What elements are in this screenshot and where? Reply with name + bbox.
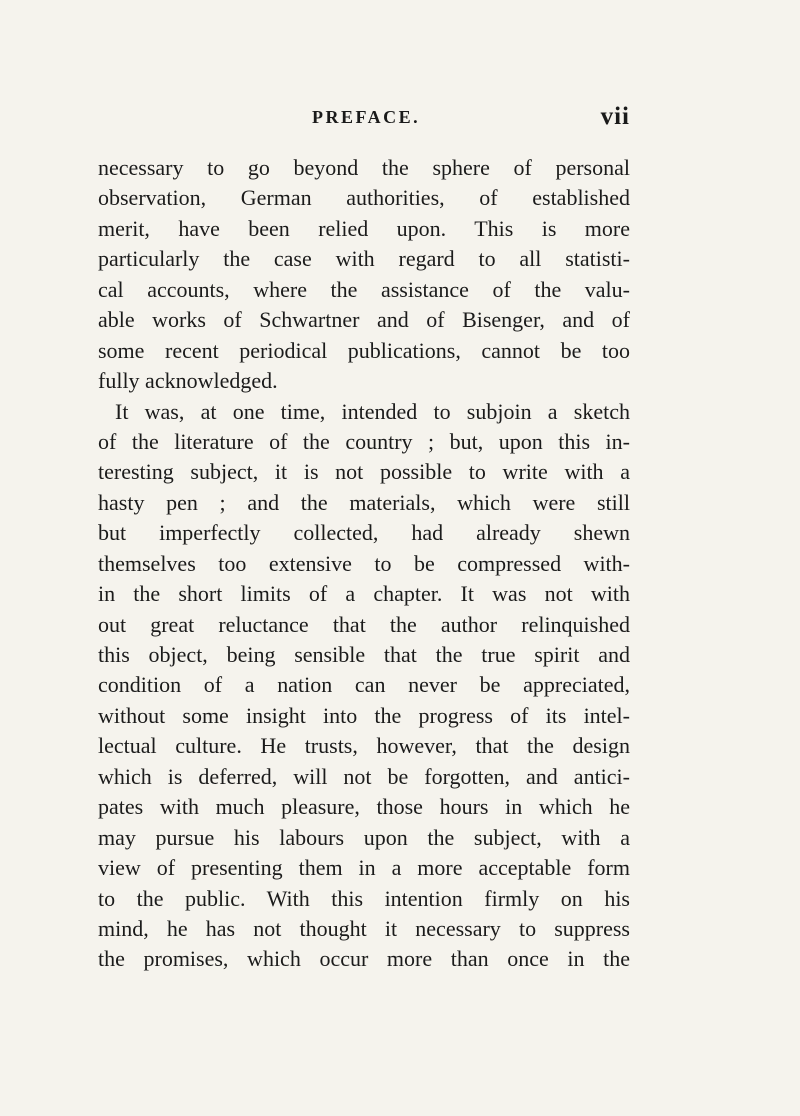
text-line: to the public. With this intention firmly on his — [98, 885, 630, 911]
text-line: able works of Schwartner and of Bisenger, and of — [98, 307, 630, 333]
page-number: vii — [600, 103, 630, 130]
text-line: some recent periodical publications, cannot be too — [98, 337, 630, 363]
running-head — [300, 103, 630, 133]
text-line: may pursue his labours upon the subject, with a — [98, 824, 630, 850]
text-line: but imperfectly collected, had already shewn — [98, 520, 630, 546]
text-line: the promises, which occur more than once in the — [98, 946, 630, 972]
text-line: which is deferred, will not be forgotten, and antici- — [98, 763, 630, 789]
text-line: this object, being sensible that the true spirit and — [98, 642, 630, 667]
text-line: merit, have been relied upon. This is more — [98, 215, 630, 241]
text-line: view of presenting them in a more acceptable form — [98, 855, 630, 881]
text-line: without some insight into the progress of its intel- — [98, 702, 630, 728]
text-line: observation, German authorities, of established — [98, 185, 630, 211]
text-line: necessary to go beyond the sphere of personal — [98, 155, 630, 180]
paragraph-start-line: It was, at one time, intended to subjoin a sketch — [115, 398, 630, 424]
text-line: cal accounts, where the assistance of the valu- — [98, 276, 630, 302]
text-line: pates with much pleasure, those hours in which he — [98, 794, 630, 820]
text-line: condition of a nation can never be appreciated, — [98, 672, 630, 698]
text-line: themselves too extensive to be compressed with- — [98, 550, 630, 576]
text-line: particularly the case with regard to all statisti- — [98, 246, 630, 272]
text-line: hasty pen ; and the materials, which were still — [98, 489, 630, 515]
body-text — [98, 153, 630, 975]
text-line: out great reluctance that the author relinquished — [98, 611, 630, 637]
running-head-title: PREFACE. — [312, 107, 421, 127]
paragraph-end-line: fully acknowledged. — [98, 368, 278, 394]
text-line: lectual culture. He trusts, however, that the design — [98, 733, 630, 759]
text-line: in the short limits of a chapter. It was not with — [98, 581, 630, 607]
text-line: of the literature of the country ; but, upon this in- — [98, 428, 630, 454]
text-line: mind, he has not thought it necessary to suppress — [98, 915, 630, 941]
text-line: teresting subject, it is not possible to write with a — [98, 459, 630, 485]
